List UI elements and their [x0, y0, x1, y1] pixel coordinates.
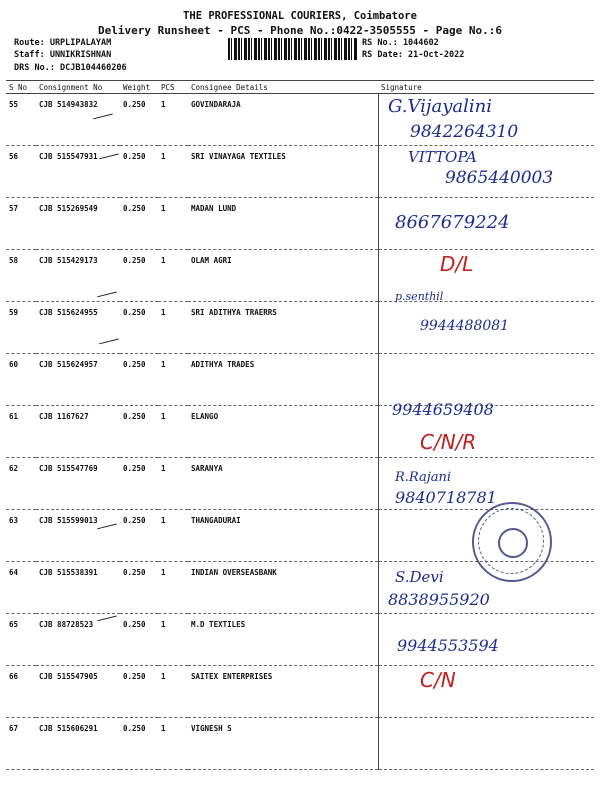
cell-weight: 0.250	[120, 614, 158, 666]
status-67: C/N	[420, 668, 456, 692]
cell-sno: 67	[6, 718, 36, 770]
company-stamp	[472, 502, 552, 582]
rs-date: RS Date: 21-Oct-2022	[362, 50, 465, 60]
cell-pcs: 1	[158, 302, 188, 354]
cell-consignment-no: CJB 515606291	[36, 718, 120, 770]
cell-weight: 0.250	[120, 94, 158, 146]
signature-65-name: S.Devi	[395, 568, 444, 586]
cell-weight: 0.250	[120, 198, 158, 250]
cell-sno: 55	[6, 94, 36, 146]
signature-57-phone: 8667679224	[395, 212, 510, 233]
signature-55-phone: 9842264310	[410, 122, 519, 142]
status-62: C/N/R	[420, 430, 477, 454]
cell-weight: 0.250	[120, 302, 158, 354]
cell-sno: 59	[6, 302, 36, 354]
cell-pcs: 1	[158, 510, 188, 562]
runsheet-title: Delivery Runsheet - PCS - Phone No.:0422-3505555 - Page No.:6	[98, 24, 502, 37]
cell-consignee: SARANYA	[188, 458, 378, 510]
cell-weight: 0.250	[120, 146, 158, 198]
cell-consignment-no: CJB 515624957	[36, 354, 120, 406]
signature-61-phone: 9944659408	[392, 400, 494, 419]
cell-consignment-no: CJB 88728523	[36, 614, 120, 666]
cell-signature	[378, 718, 594, 770]
cell-sno: 66	[6, 666, 36, 718]
cell-pcs: 1	[158, 354, 188, 406]
cell-consignment-no: CJB 515269549	[36, 198, 120, 250]
cell-signature	[378, 666, 594, 718]
signature-63-phone: 9840718781	[395, 488, 497, 507]
col-consignee: Consignee Details	[188, 81, 378, 94]
cell-pcs: 1	[158, 718, 188, 770]
table-row	[6, 718, 594, 770]
col-sno: S No	[6, 81, 36, 94]
cell-consignee: M.D TEXTILES	[188, 614, 378, 666]
table-row	[6, 250, 594, 302]
cell-consignment-no: CJB 1167627	[36, 406, 120, 458]
cell-consignee: VIGNESH S	[188, 718, 378, 770]
cell-pcs: 1	[158, 198, 188, 250]
drs-number: DRS No.: DCJB104460206	[14, 63, 127, 73]
cell-consignment-no: CJB 515624955	[36, 302, 120, 354]
cell-pcs: 1	[158, 250, 188, 302]
table-row	[6, 406, 594, 458]
signature-56-name: VITTOPA	[408, 148, 477, 166]
cell-consignment-no: CJB 515547931	[36, 146, 120, 198]
cell-consignee: SAITEX ENTERPRISES	[188, 666, 378, 718]
cell-pcs: 1	[158, 562, 188, 614]
cell-weight: 0.250	[120, 510, 158, 562]
cell-weight: 0.250	[120, 562, 158, 614]
staff-label: Staff: UNNIKRISHNAN	[14, 50, 112, 60]
route-label: Route: URPLIPALAYAM	[14, 38, 112, 48]
cell-pcs: 1	[158, 146, 188, 198]
cell-weight: 0.250	[120, 718, 158, 770]
table-row	[6, 666, 594, 718]
cell-consignee: GOVINDARAJA	[188, 94, 378, 146]
cell-consignee: MADAN LUND	[188, 198, 378, 250]
cell-weight: 0.250	[120, 458, 158, 510]
cell-pcs: 1	[158, 406, 188, 458]
barcode	[228, 38, 358, 60]
col-weight: Weight	[120, 81, 158, 94]
col-consignment: Consignment No	[36, 81, 120, 94]
cell-weight: 0.250	[120, 406, 158, 458]
cell-consignment-no: CJB 515599013	[36, 510, 120, 562]
signature-56-phone: 9865440003	[445, 168, 554, 188]
cell-sno: 58	[6, 250, 36, 302]
signature-60-phone: 9944488081	[420, 318, 510, 334]
cell-consignee: ADITHYA TRADES	[188, 354, 378, 406]
company-title: THE PROFESSIONAL COURIERS, Coimbatore	[183, 10, 417, 22]
rs-number: RS No.: 1044602	[362, 38, 439, 48]
cell-consignee: OLAM AGRI	[188, 250, 378, 302]
cell-pcs: 1	[158, 614, 188, 666]
signature-59-name: p.senthil	[395, 290, 444, 303]
cell-sno: 56	[6, 146, 36, 198]
cell-sno: 57	[6, 198, 36, 250]
cell-sno: 65	[6, 614, 36, 666]
table-row	[6, 614, 594, 666]
cell-weight: 0.250	[120, 354, 158, 406]
col-pcs: PCS	[158, 81, 188, 94]
cell-sno: 62	[6, 458, 36, 510]
table-row	[6, 354, 594, 406]
cell-consignment-no: CJB 514943832	[36, 94, 120, 146]
cell-weight: 0.250	[120, 250, 158, 302]
cell-consignment-no: CJB 515547769	[36, 458, 120, 510]
cell-consignee: THANGADURAI	[188, 510, 378, 562]
cell-consignment-no: CJB 515547905	[36, 666, 120, 718]
cell-signature	[378, 354, 594, 406]
cell-consignment-no: CJB 515429173	[36, 250, 120, 302]
cell-pcs: 1	[158, 94, 188, 146]
col-signature: Signature	[378, 81, 594, 94]
cell-sno: 61	[6, 406, 36, 458]
cell-consignee: INDIAN OVERSEASBANK	[188, 562, 378, 614]
cell-consignee: SRI VINAYAGA TEXTILES	[188, 146, 378, 198]
cell-sno: 60	[6, 354, 36, 406]
cell-sno: 64	[6, 562, 36, 614]
cell-weight: 0.250	[120, 666, 158, 718]
signature-67-phone: 9944553594	[397, 636, 499, 655]
cell-pcs: 1	[158, 666, 188, 718]
cell-consignee: ELANGO	[188, 406, 378, 458]
cell-consignment-no: CJB 515538391	[36, 562, 120, 614]
signature-63-name: R.Rajani	[395, 470, 452, 485]
cell-sno: 63	[6, 510, 36, 562]
stamp-center	[498, 528, 528, 558]
cell-consignee: SRI ADITHYA TRAERRS	[188, 302, 378, 354]
status-58: D/L	[440, 252, 474, 276]
signature-65-phone: 8838955920	[388, 590, 490, 609]
cell-pcs: 1	[158, 458, 188, 510]
table-header-row	[6, 81, 594, 94]
signature-55-name: G.Vijayalini	[388, 96, 492, 117]
